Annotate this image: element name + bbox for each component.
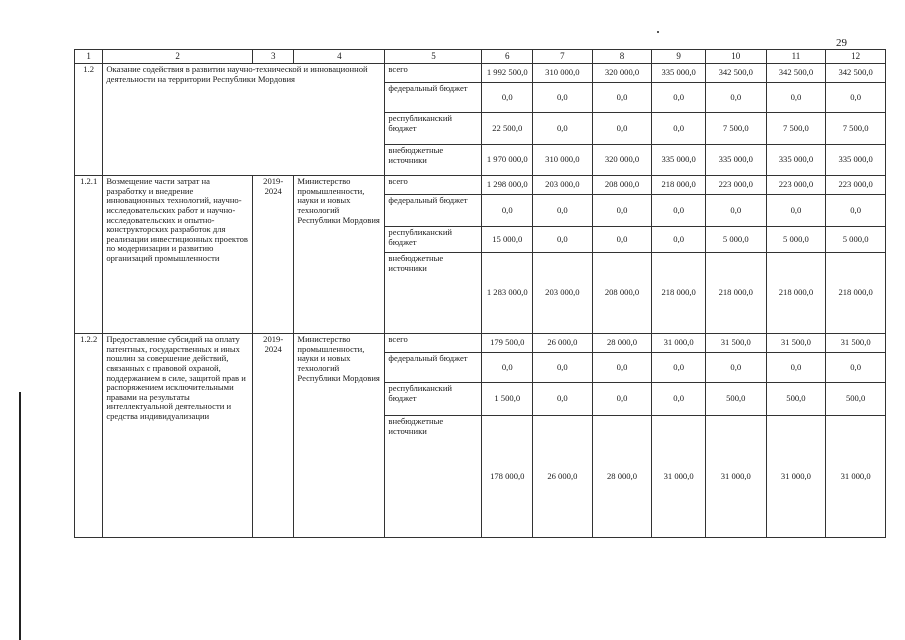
year-value: 31 000,0	[766, 416, 826, 538]
year-value: 203 000,0	[533, 253, 593, 334]
item-title: Оказание содействия в развитии научно-технической и инновационной деятельности на территории Республики Мордовия	[103, 64, 385, 176]
year-value: 0,0	[533, 383, 593, 416]
page-number: 29	[836, 37, 847, 49]
column-header: 2	[103, 50, 253, 64]
funding-source: внебюджетные источники	[385, 416, 482, 538]
year-value: 0,0	[766, 195, 826, 227]
year-value: 0,0	[705, 83, 766, 113]
year-value: 310 000,0	[533, 64, 593, 83]
funding-source: федеральный бюджет	[385, 83, 482, 113]
year-value: 335 000,0	[826, 145, 886, 176]
year-value: 0,0	[652, 83, 706, 113]
funding-source: республиканский бюджет	[385, 113, 482, 145]
year-value: 0,0	[592, 227, 652, 253]
total-value: 22 500,0	[482, 113, 533, 145]
funding-source: внебюджетные источники	[385, 145, 482, 176]
column-header: 4	[294, 50, 385, 64]
year-value: 208 000,0	[592, 176, 652, 195]
item-number: 1.2.2	[75, 334, 103, 538]
funding-source: внебюджетные источники	[385, 253, 482, 334]
total-value: 178 000,0	[482, 416, 533, 538]
year-value: 0,0	[533, 353, 593, 383]
year-value: 0,0	[766, 353, 826, 383]
total-value: 1 970 000,0	[482, 145, 533, 176]
total-value: 1 298 000,0	[482, 176, 533, 195]
year-value: 223 000,0	[705, 176, 766, 195]
year-value: 223 000,0	[766, 176, 826, 195]
year-value: 5 000,0	[826, 227, 886, 253]
year-value: 31 000,0	[826, 416, 886, 538]
year-value: 0,0	[652, 383, 706, 416]
year-value: 203 000,0	[533, 176, 593, 195]
year-value: 335 000,0	[766, 145, 826, 176]
year-value: 31 500,0	[826, 334, 886, 353]
year-value: 0,0	[533, 195, 593, 227]
funding-source: всего	[385, 64, 482, 83]
year-value: 0,0	[533, 83, 593, 113]
year-value: 320 000,0	[592, 64, 652, 83]
year-value: 218 000,0	[766, 253, 826, 334]
year-value: 218 000,0	[705, 253, 766, 334]
item-number: 1.2	[75, 64, 103, 176]
program-funding-table	[74, 49, 886, 538]
total-value: 0,0	[482, 83, 533, 113]
column-header: 7	[533, 50, 593, 64]
year-value: 342 500,0	[705, 64, 766, 83]
year-value: 7 500,0	[766, 113, 826, 145]
year-value: 5 000,0	[705, 227, 766, 253]
year-value: 223 000,0	[826, 176, 886, 195]
column-header: 8	[592, 50, 652, 64]
year-value: 31 000,0	[652, 416, 706, 538]
column-header: 9	[652, 50, 706, 64]
year-value: 0,0	[592, 353, 652, 383]
year-value: 342 500,0	[826, 64, 886, 83]
year-value: 0,0	[533, 113, 593, 145]
year-value: 0,0	[592, 83, 652, 113]
column-header: 1	[75, 50, 103, 64]
year-value: 0,0	[826, 353, 886, 383]
year-value: 7 500,0	[705, 113, 766, 145]
total-value: 0,0	[482, 195, 533, 227]
funding-source: всего	[385, 176, 482, 195]
year-value: 310 000,0	[533, 145, 593, 176]
year-value: 31 500,0	[766, 334, 826, 353]
column-header: 3	[252, 50, 293, 64]
table-row	[75, 64, 886, 83]
scan-edge-mark	[19, 392, 21, 640]
year-value: 0,0	[705, 353, 766, 383]
total-value: 0,0	[482, 353, 533, 383]
year-value: 208 000,0	[592, 253, 652, 334]
table-row	[75, 334, 886, 353]
year-value: 31 500,0	[705, 334, 766, 353]
year-value: 0,0	[826, 83, 886, 113]
total-value: 1 992 500,0	[482, 64, 533, 83]
year-value: 0,0	[533, 227, 593, 253]
year-value: 0,0	[766, 83, 826, 113]
year-value: 0,0	[592, 195, 652, 227]
funding-source: федеральный бюджет	[385, 353, 482, 383]
year-value: 0,0	[592, 113, 652, 145]
year-value: 335 000,0	[705, 145, 766, 176]
column-header: 12	[826, 50, 886, 64]
year-value: 0,0	[592, 383, 652, 416]
item-period: 2019-2024	[252, 334, 293, 538]
column-header: 10	[705, 50, 766, 64]
funding-source: федеральный бюджет	[385, 195, 482, 227]
funding-source: республиканский бюджет	[385, 383, 482, 416]
column-header: 5	[385, 50, 482, 64]
year-value: 218 000,0	[652, 176, 706, 195]
year-value: 500,0	[826, 383, 886, 416]
year-value: 28 000,0	[592, 334, 652, 353]
scan-speck	[657, 31, 659, 33]
year-value: 342 500,0	[766, 64, 826, 83]
year-value: 335 000,0	[652, 64, 706, 83]
year-value: 5 000,0	[766, 227, 826, 253]
column-header: 6	[482, 50, 533, 64]
year-value: 320 000,0	[592, 145, 652, 176]
year-value: 218 000,0	[826, 253, 886, 334]
year-value: 26 000,0	[533, 334, 593, 353]
table-row	[75, 176, 886, 195]
year-value: 0,0	[826, 195, 886, 227]
year-value: 28 000,0	[592, 416, 652, 538]
year-value: 500,0	[705, 383, 766, 416]
year-value: 0,0	[652, 113, 706, 145]
year-value: 26 000,0	[533, 416, 593, 538]
item-title: Возмещение части затрат на разработку и внедрение инновационных технологий, научно-исследовательских работ и научно-исследовательских и опытно-конструкторских разработок для реализации инвестиционных проектов по модернизации и развитию организаций промышленности	[103, 176, 253, 334]
year-value: 335 000,0	[652, 145, 706, 176]
year-value: 31 000,0	[652, 334, 706, 353]
funding-source: всего	[385, 334, 482, 353]
year-value: 0,0	[652, 195, 706, 227]
year-value: 0,0	[652, 227, 706, 253]
item-executor: Министерство промышленности, науки и новых технологий Республики Мордовия	[294, 176, 385, 334]
year-value: 0,0	[652, 353, 706, 383]
year-value: 7 500,0	[826, 113, 886, 145]
year-value: 0,0	[705, 195, 766, 227]
year-value: 31 000,0	[705, 416, 766, 538]
year-value: 218 000,0	[652, 253, 706, 334]
total-value: 15 000,0	[482, 227, 533, 253]
year-value: 500,0	[766, 383, 826, 416]
total-value: 179 500,0	[482, 334, 533, 353]
column-header: 11	[766, 50, 826, 64]
total-value: 1 500,0	[482, 383, 533, 416]
funding-source: республиканский бюджет	[385, 227, 482, 253]
column-header-row	[75, 50, 886, 64]
item-number: 1.2.1	[75, 176, 103, 334]
item-executor: Министерство промышленности, науки и новых технологий Республики Мордовия	[294, 334, 385, 538]
item-title: Предоставление субсидий на оплату патентных, государственных и иных пошлин за совершение действий, связанных с правовой охраной, поддержанием в силе, защитой прав и распоряжением исключительными правами на результаты интеллектуальной деятельности и средства индивидуализации	[103, 334, 253, 538]
item-period: 2019-2024	[252, 176, 293, 334]
total-value: 1 283 000,0	[482, 253, 533, 334]
